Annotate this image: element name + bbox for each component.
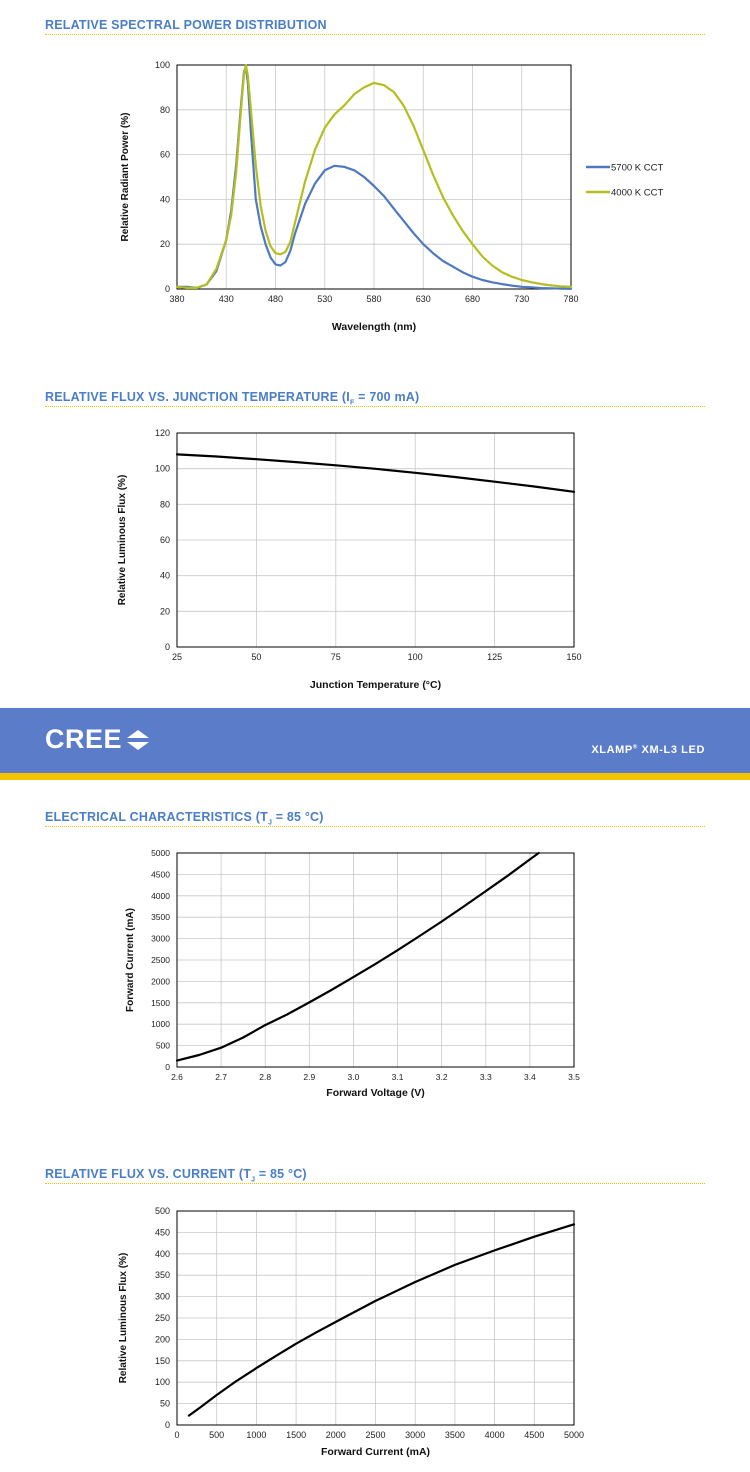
y-tick-label: 200	[154, 1334, 170, 1345]
y-tick-label: 120	[154, 428, 170, 438]
y-tick-label: 60	[159, 149, 170, 160]
spd-chart	[0, 50, 750, 350]
y-tick-label: 250	[154, 1313, 170, 1323]
x-tick-label: 680	[464, 294, 481, 304]
y-tick-label: 2000	[151, 976, 170, 987]
section-divider	[45, 406, 705, 407]
y-tick-label: 500	[155, 1040, 170, 1051]
x-tick-label: 380	[169, 294, 185, 304]
cree-chevron-logo-icon	[126, 729, 150, 751]
x-tick-label: 100	[407, 652, 423, 662]
y-axis-label: Relative Luminous Flux (%)	[118, 1252, 129, 1384]
x-tick-label: 3.0	[347, 1072, 360, 1082]
y-tick-label: 4000	[151, 890, 170, 901]
x-tick-label: 4000	[484, 1430, 505, 1440]
brand-banner-stripe	[0, 773, 750, 780]
y-tick-label: 1000	[151, 1019, 170, 1030]
x-axis-label: Junction Temperature (°C)	[309, 679, 442, 691]
x-tick-label: 530	[317, 294, 333, 304]
flux-current-title-text: RELATIVE FLUX VS. CURRENT (T	[45, 1167, 252, 1181]
y-tick-label: 350	[154, 1270, 170, 1281]
electrical-chart	[0, 840, 750, 1110]
x-tick-label: 0	[174, 1430, 180, 1440]
x-tick-label: 3.3	[479, 1072, 492, 1082]
x-tick-label: 125	[487, 652, 503, 662]
section-divider	[45, 826, 705, 827]
registered-mark: ®	[632, 744, 638, 751]
y-tick-label: 3500	[151, 912, 170, 923]
series-line	[177, 454, 574, 491]
electrical-title-sub: J	[267, 819, 273, 827]
product-name	[591, 744, 705, 756]
x-tick-label: 500	[209, 1430, 225, 1440]
x-tick-label: 780	[563, 294, 579, 304]
y-tick-label: 20	[159, 239, 170, 250]
y-tick-label: 0	[164, 284, 170, 294]
x-tick-label: 2.6	[171, 1072, 183, 1082]
x-tick-label: 4500	[524, 1430, 545, 1440]
y-tick-label: 4500	[151, 869, 170, 880]
x-tick-label: 2.7	[215, 1072, 228, 1082]
section-divider	[45, 34, 705, 35]
flux-temp-chart	[0, 420, 750, 700]
product-name-model: XM-L3 LED	[637, 744, 705, 756]
x-tick-label: 25	[171, 652, 183, 662]
y-tick-label: 40	[159, 194, 170, 205]
y-axis-label: Forward Current (mA)	[125, 908, 136, 1012]
y-tick-label: 500	[154, 1206, 170, 1216]
flux-temp-title-sub: F	[349, 399, 355, 407]
x-tick-label: 480	[267, 294, 284, 304]
section-divider	[45, 1183, 705, 1184]
y-tick-label: 400	[154, 1248, 170, 1259]
y-tick-label: 300	[154, 1291, 170, 1302]
x-tick-label: 5000	[563, 1430, 585, 1440]
x-tick-label: 2000	[325, 1430, 346, 1440]
legend-label: 5700 K CCT	[611, 162, 664, 174]
series-line	[177, 853, 539, 1061]
x-tick-label: 75	[330, 652, 341, 662]
y-tick-label: 0	[164, 1420, 170, 1430]
y-axis-label: Relative Luminous Flux (%)	[117, 474, 128, 606]
series-line	[189, 1224, 574, 1415]
x-tick-label: 730	[514, 294, 530, 304]
legend-label: 4000 K CCT	[611, 187, 664, 199]
x-tick-label: 630	[415, 294, 431, 304]
x-tick-label: 2.8	[259, 1072, 272, 1082]
y-tick-label: 3000	[151, 933, 170, 944]
electrical-section-title	[45, 810, 324, 827]
y-tick-label: 80	[159, 499, 170, 510]
y-tick-label: 100	[154, 1377, 170, 1388]
x-tick-label: 2500	[365, 1430, 386, 1440]
y-axis-label: Relative Radiant Power (%)	[120, 112, 131, 242]
y-tick-label: 20	[159, 606, 170, 617]
y-tick-label: 450	[154, 1227, 170, 1238]
y-tick-label: 1500	[151, 997, 170, 1008]
x-tick-label: 3500	[444, 1430, 465, 1440]
x-tick-label: 3.5	[568, 1072, 580, 1082]
x-tick-label: 2.9	[303, 1072, 316, 1082]
y-tick-label: 80	[159, 104, 170, 115]
flux-temp-section-title	[45, 390, 419, 407]
x-tick-label: 3.4	[523, 1072, 536, 1082]
cree-logo	[45, 724, 150, 755]
electrical-title-text: ELECTRICAL CHARACTERISTICS (T	[45, 810, 268, 824]
y-tick-label: 100	[154, 463, 170, 474]
x-axis-label: Forward Voltage (V)	[326, 1087, 425, 1099]
x-tick-label: 3.2	[435, 1072, 448, 1082]
x-axis-label: Forward Current (mA)	[320, 1446, 431, 1458]
x-tick-label: 1500	[286, 1430, 307, 1440]
flux-temp-title-text-end: = 700 mA)	[354, 390, 420, 404]
flux-current-title-sub: J	[251, 1176, 256, 1184]
y-tick-label: 0	[164, 642, 170, 652]
flux-current-chart	[0, 1200, 750, 1470]
x-tick-label: 3000	[405, 1430, 426, 1440]
y-tick-label: 60	[159, 535, 170, 545]
flux-temp-title-text: RELATIVE FLUX VS. JUNCTION TEMPERATURE (I	[45, 390, 350, 404]
x-tick-label: 580	[366, 294, 382, 304]
y-tick-label: 150	[154, 1355, 170, 1366]
y-tick-label: 2500	[151, 955, 170, 965]
x-tick-label: 430	[218, 294, 234, 304]
x-axis-label: Wavelength (nm)	[331, 321, 417, 333]
spd-title-text: RELATIVE SPECTRAL POWER DISTRIBUTION	[45, 18, 327, 32]
flux-current-section-title	[45, 1167, 307, 1184]
electrical-title-text-end: = 85 °C)	[272, 810, 324, 824]
x-tick-label: 1000	[246, 1430, 267, 1440]
y-tick-label: 100	[154, 60, 170, 70]
y-tick-label: 50	[159, 1398, 170, 1409]
x-tick-label: 3.1	[391, 1072, 404, 1082]
cree-logo-text: CREE	[45, 724, 123, 754]
y-tick-label: 40	[159, 570, 170, 581]
y-tick-label: 5000	[151, 848, 170, 858]
product-name-brand: XLAMP	[591, 744, 633, 756]
x-tick-label: 150	[566, 652, 582, 662]
spd-section-title	[45, 18, 327, 32]
x-tick-label: 50	[251, 652, 262, 662]
y-tick-label: 0	[165, 1062, 170, 1072]
flux-current-title-text-end: = 85 °C)	[255, 1167, 307, 1181]
